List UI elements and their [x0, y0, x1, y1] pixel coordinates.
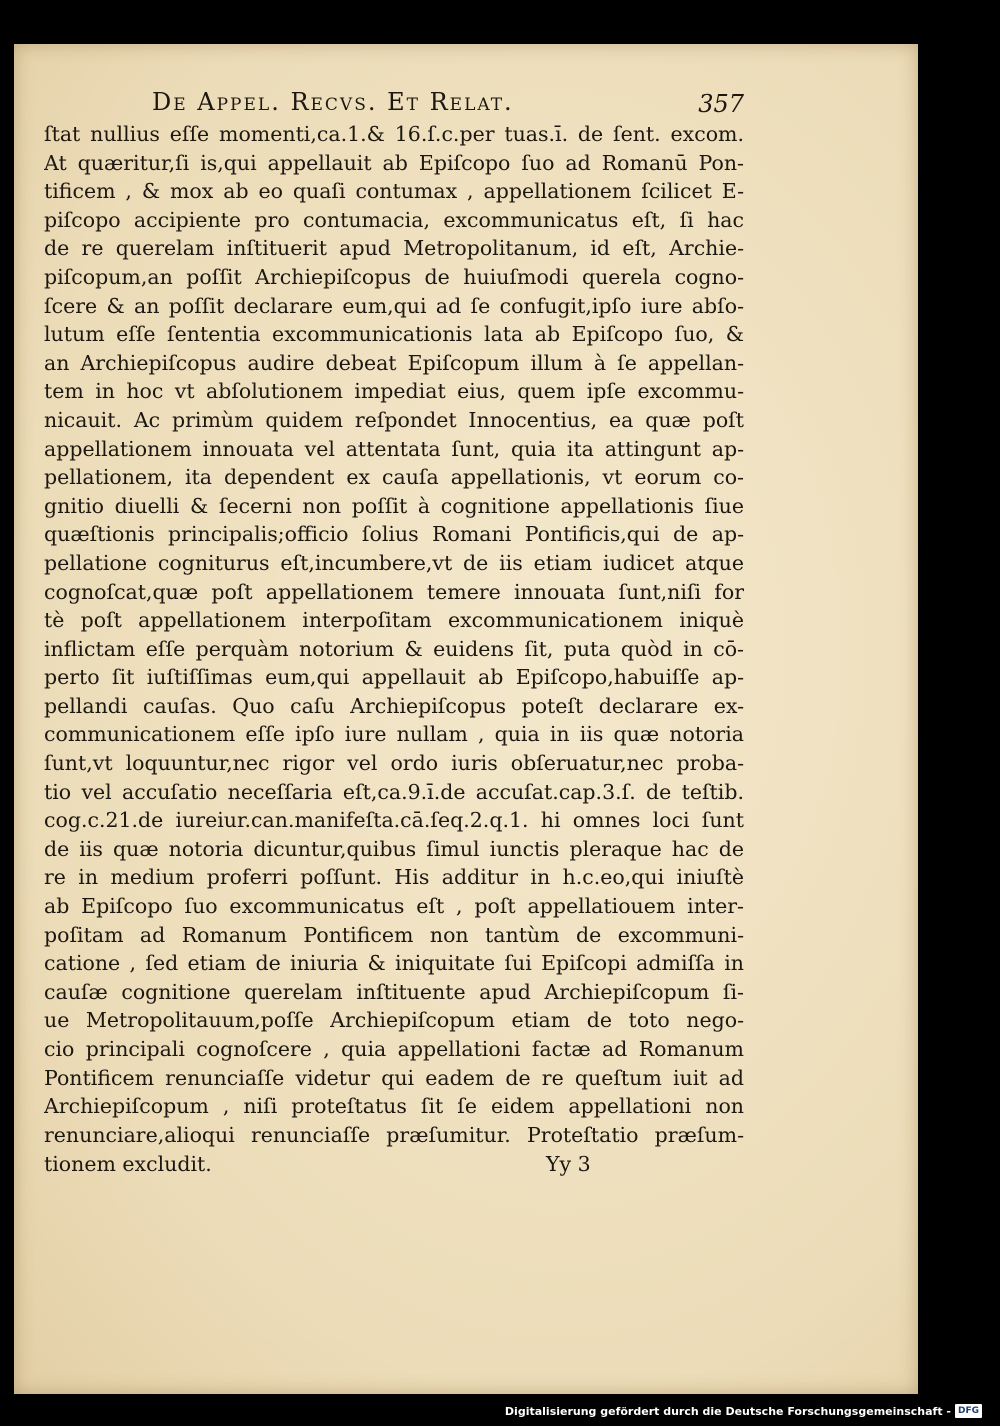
text-line: cauſæ cognitione querelam inſtituente apud Archiepiſcopum ſi- — [44, 979, 744, 1004]
text-line: re in medium proferri poſſunt. His additur in h.c.eo,qui iniuſtè — [44, 865, 744, 890]
text-line: ab Epiſcopo ſuo excommunicatus eſt , poſt appellatiouem inter- — [44, 894, 744, 919]
text-line: Pontificem renunciaſſe videtur qui eadem de re queſtum iuit ad — [44, 1065, 744, 1090]
text-line: gnitio diuelli & ſecerni non poſſit à cognitione appellationis ſiue — [44, 493, 744, 518]
text-line: ſcere & an poſſit declarare eum,qui ad ſe confugit,ipſo iure abſo- — [44, 293, 744, 318]
final-line-row — [44, 1152, 744, 1182]
text-line: Archiepiſcopum , niſi proteſtatus ſit ſe eidem appellationi non — [44, 1094, 744, 1119]
text-line: an Archiepiſcopus audire debeat Epiſcopum illum à ſe appellan- — [44, 350, 744, 375]
text-line: communicationem eſſe ipſo iure nullam , quia in iis quæ notoria — [44, 722, 744, 747]
text-line: pellandi cauſas. Quo caſu Archiepiſcopus poteſt declarare ex- — [44, 693, 744, 718]
text-line: poſitam ad Romanum Pontificem non tantùm de excommuni- — [44, 922, 744, 947]
signature-mark: Yy 3 — [546, 1152, 591, 1176]
footer-credit: Digitalisierung gefördert durch die Deutsche Forschungsgemeinschaft - — [504, 1404, 951, 1418]
digitization-footer — [505, 1403, 982, 1419]
text-line: de re querelam inſtituerit apud Metropolitanum, id eſt, Archie- — [44, 236, 744, 261]
text-line: tio vel accuſatio neceſſaria eſt,ca.9.ī.de accuſat.cap.3.ſ. de teſtib. — [44, 779, 744, 804]
text-line: pellatione cogniturus eſt,incumbere,vt de iis etiam iudicet atque — [44, 550, 744, 575]
text-line: piſcopo accipiente pro contumacia, excommunicatus eſt, ſi hac — [44, 207, 744, 232]
body-text — [44, 120, 744, 1149]
text-line: cog.c.21.de iureiur.can.manifeſta.cā.ſeq.2.q.1. hi omnes loci ſunt — [44, 808, 744, 833]
text-line: cio principali cognoſcere , quia appellationi factæ ad Romanum — [44, 1037, 744, 1061]
text-line: tificem , & mox ab eo quaſi contumax , appellationem ſcilicet E- — [44, 179, 744, 204]
running-title: De Appel. Recvs. Et Relat. — [152, 88, 514, 116]
text-line: cognoſcat,quæ poſt appellationem temere innouata ſunt,niſi for — [44, 579, 744, 604]
text-line: inflictam eſſe perquàm notorium & euidens ſit, puta quòd in cō- — [44, 636, 744, 661]
text-line: tem in hoc vt abſolutionem impediat eius, quem ipſe excommu- — [44, 379, 744, 404]
text-line: perto ſit iuſtiſſimas eum,qui appellauit ab Epiſcopo,habuiſſe ap- — [44, 665, 744, 690]
text-line: pellationem, ita dependent ex cauſa appellationis, vt eorum co- — [44, 465, 744, 490]
page-header — [152, 88, 744, 122]
text-line: ue Metropolitauum,poſſe Archiepiſcopum etiam de toto nego- — [44, 1008, 744, 1033]
text-line: de iis quæ notoria dicuntur,quibus ſimul iunctis pleraque hac de — [44, 836, 744, 861]
text-line: appellationem innouata vel attentata ſunt, quia ita attingunt ap- — [44, 436, 744, 461]
text-line: ſtat nullius eſſe momenti,ca.1.& 16.ſ.c.per tuas.ī. de ſent. excom. — [44, 122, 744, 146]
last-text-line: tionem excludit. — [44, 1152, 212, 1176]
page-number: 357 — [698, 90, 744, 118]
text-line: ſunt,vt loquuntur,nec rigor vel ordo iuris obſeruatur,nec proba- — [44, 751, 744, 776]
text-line: tè poſt appellationem interpoſitam excommunicationem iniquè — [44, 608, 744, 633]
text-line: lutum eſſe ſententia excommunicationis lata ab Epiſcopo ſuo, & — [44, 322, 744, 347]
text-line: catione , ſed etiam de iniuria & iniquitate ſui Epiſcopi admiſſa in — [44, 951, 744, 976]
text-line: nicauit. Ac primùm quidem reſpondet Innocentius, ea quæ poſt — [44, 407, 744, 432]
text-line: quæſtionis principalis;officio ſolius Romani Pontificis,qui de ap- — [44, 522, 744, 547]
text-line: piſcopum,an poſſit Archiepiſcopus de huiuſmodi querela cogno- — [44, 264, 744, 289]
text-line: renunciare,alioqui renunciaſſe præſumitur. Proteſtatio præſum- — [44, 1122, 744, 1147]
text-line: At quæritur,ſi is,qui appellauit ab Epiſcopo ſuo ad Romanū Pon- — [44, 150, 744, 175]
dfg-logo-icon: DFG — [955, 1404, 982, 1418]
